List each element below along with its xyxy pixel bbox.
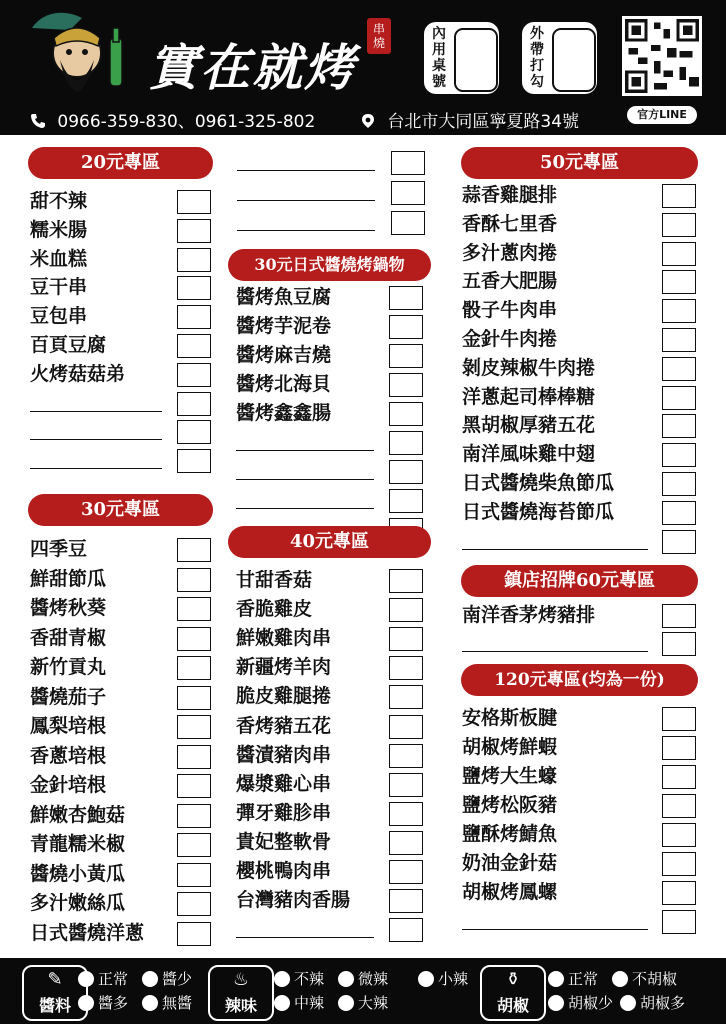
option-label: 不胡椒 — [632, 970, 678, 988]
sauce-option-label: ✎ 醬料 — [22, 965, 88, 1021]
quantity-box[interactable] — [389, 831, 423, 855]
quantity-box[interactable] — [662, 299, 696, 323]
menu-item: 醬烤北海貝 — [236, 373, 332, 395]
menu-item: 金針牛肉捲 — [462, 328, 558, 350]
pepper-option-1[interactable] — [612, 969, 677, 989]
sauce-option-1[interactable] — [142, 969, 192, 989]
radio-dot[interactable] — [338, 995, 354, 1011]
quantity-box[interactable] — [391, 181, 425, 205]
quantity-box[interactable] — [662, 530, 696, 554]
menu-item: 香酥七里香 — [462, 212, 558, 235]
menu-item: 多汁蔥肉捲 — [462, 241, 558, 264]
phone-contact — [30, 107, 315, 132]
custom-item-line[interactable] — [237, 200, 375, 201]
option-label: 正常 — [98, 970, 129, 988]
radio-dot[interactable] — [78, 995, 94, 1011]
radio-dot[interactable] — [620, 995, 636, 1011]
menu-item: 金針培根 — [30, 774, 107, 796]
radio-dot[interactable] — [548, 995, 564, 1011]
menu-item: 四季豆 — [30, 538, 88, 560]
radio-dot[interactable] — [142, 971, 158, 987]
menu-item: 醬烤麻吉燒 — [236, 344, 332, 366]
phone-numbers: 0966-359-830、0961-325-802 — [57, 112, 316, 132]
custom-item-line[interactable] — [462, 651, 648, 652]
custom-item-line[interactable] — [30, 411, 162, 412]
option-label: 小辣 — [438, 970, 469, 988]
option-label: 不辣 — [294, 970, 325, 988]
quantity-box[interactable] — [389, 918, 423, 942]
menu-item: 甘甜香菇 — [236, 569, 313, 591]
menu-item: 甜不辣 — [30, 190, 88, 212]
skewer-tag: 串燒 — [367, 18, 391, 54]
line-official-badge[interactable]: 官方LINE — [627, 106, 697, 124]
quantity-box[interactable] — [389, 685, 423, 709]
quantity-box[interactable] — [177, 190, 211, 214]
quantity-box[interactable] — [389, 315, 423, 339]
menu-item: 醬烤芋泥卷 — [236, 315, 332, 337]
menu-item: 鹽酥烤鯖魚 — [462, 823, 558, 845]
takeout-label: 外帶打勾 — [530, 26, 544, 90]
quantity-box[interactable] — [177, 833, 211, 857]
menu-item: 多汁嫩絲瓜 — [30, 892, 126, 914]
menu-item: 醬烤魚豆腐 — [236, 286, 332, 308]
quantity-box[interactable] — [662, 328, 696, 352]
section-title-s20: 20元專區 — [28, 147, 213, 179]
custom-item-line[interactable] — [237, 230, 375, 231]
menu-item: 脆皮雞腿捲 — [236, 685, 332, 708]
radio-dot[interactable] — [78, 971, 94, 987]
quantity-box[interactable] — [389, 373, 423, 397]
menu-item: 爆漿雞心串 — [236, 772, 332, 795]
spice-option-4[interactable] — [338, 993, 388, 1013]
quantity-box[interactable] — [389, 286, 423, 310]
quantity-box[interactable] — [177, 892, 211, 916]
radio-dot[interactable] — [612, 971, 628, 987]
quantity-box[interactable] — [389, 802, 423, 826]
quantity-box[interactable] — [177, 449, 211, 473]
quantity-box[interactable] — [662, 604, 696, 628]
quantity-box[interactable] — [177, 597, 211, 621]
quantity-box[interactable] — [177, 804, 211, 828]
menu-item: 南洋香茅烤豬排 — [462, 604, 596, 626]
menu-item: 安格斯板腱 — [462, 707, 558, 729]
pepper-option-2[interactable] — [548, 993, 613, 1013]
menu-item: 櫻桃鴨肉串 — [236, 860, 332, 882]
radio-dot[interactable] — [418, 971, 434, 987]
quantity-box[interactable] — [389, 889, 423, 913]
spice-option-3[interactable] — [274, 993, 324, 1013]
quantity-box[interactable] — [177, 248, 211, 272]
menu-item: 醬燒茄子 — [30, 685, 107, 708]
menu-item: 香甜青椒 — [30, 626, 107, 649]
takeout-box — [522, 22, 597, 94]
quantity-box[interactable] — [662, 357, 696, 381]
quantity-box[interactable] — [662, 823, 696, 847]
option-label: 醬少 — [162, 970, 193, 988]
custom-item-line[interactable] — [30, 439, 162, 440]
custom-item-line[interactable] — [236, 479, 374, 480]
menu-item: 醬烤秋葵 — [30, 597, 107, 619]
menu-item: 五香大肥腸 — [462, 270, 558, 293]
quantity-box[interactable] — [389, 344, 423, 368]
menu-item: 胡椒烤鳳螺 — [462, 881, 558, 903]
pepper-option-0[interactable] — [548, 969, 598, 989]
qr-code[interactable] — [622, 16, 702, 96]
menu-item: 豆干串 — [30, 276, 88, 299]
custom-item-line[interactable] — [236, 450, 374, 451]
dine-in-table-box — [424, 22, 499, 94]
quantity-box[interactable] — [177, 276, 211, 300]
section-title-s120: 120元專區(均為一份) — [461, 664, 698, 696]
menu-item: 醬烤鑫鑫腸 — [236, 402, 332, 424]
sauce-option-2[interactable] — [78, 993, 128, 1013]
section-title-s30j: 30元日式醬燒烤鍋物 — [228, 249, 431, 281]
quantity-box[interactable] — [391, 151, 425, 175]
pepper-option-3[interactable] — [620, 993, 685, 1013]
menu-item: 胡椒烤鮮蝦 — [462, 736, 558, 758]
quantity-box[interactable] — [389, 598, 423, 622]
quantity-box[interactable] — [389, 431, 423, 455]
menu-item: 日式醬燒海苔節瓜 — [462, 500, 615, 523]
quantity-box[interactable] — [662, 765, 696, 789]
quantity-box[interactable] — [662, 707, 696, 731]
menu-item: 骰子牛肉串 — [462, 299, 558, 322]
quantity-box[interactable] — [389, 460, 423, 484]
quantity-box[interactable] — [177, 922, 211, 946]
menu-item: 香烤豬五花 — [236, 714, 332, 737]
pepper-option-label: ⚱ 胡椒 — [480, 965, 546, 1021]
option-label: 胡椒多 — [640, 994, 686, 1012]
quantity-box[interactable] — [662, 184, 696, 208]
section-title-s50: 50元專區 — [461, 147, 698, 179]
menu-item: 剝皮辣椒牛肉捲 — [462, 356, 596, 379]
quantity-box[interactable] — [177, 745, 211, 769]
menu-item: 香脆雞皮 — [236, 598, 313, 621]
quantity-box[interactable] — [662, 443, 696, 467]
quantity-box[interactable] — [389, 715, 423, 739]
radio-dot[interactable] — [274, 971, 290, 987]
quantity-box[interactable] — [662, 852, 696, 876]
quantity-box[interactable] — [389, 656, 423, 680]
chili-icon: ♨ — [232, 969, 250, 990]
option-label: 正常 — [568, 970, 599, 988]
option-label: 中辣 — [294, 994, 325, 1012]
address-contact — [360, 107, 579, 132]
section-title-s40: 40元專區 — [228, 526, 431, 558]
quantity-box[interactable] — [177, 334, 211, 358]
menu-item: 洋蔥起司棒棒糖 — [462, 385, 596, 408]
quantity-box[interactable] — [662, 472, 696, 496]
section-title-s60: 鎮店招牌60元專區 — [461, 565, 698, 597]
menu-item: 百頁豆腐 — [30, 334, 107, 356]
radio-dot[interactable] — [548, 971, 564, 987]
menu-item: 青龍糯米椒 — [30, 833, 126, 855]
option-label: 無醬 — [162, 994, 193, 1012]
menu-item: 新疆烤羊肉 — [236, 656, 332, 679]
menu-item: 奶油金針菇 — [462, 852, 558, 874]
menu-item: 台灣豬肉香腸 — [236, 889, 351, 912]
takeout-checkbox[interactable] — [552, 28, 596, 92]
quantity-box[interactable] — [662, 213, 696, 237]
menu-item: 蒜香雞腿排 — [462, 184, 558, 206]
quantity-box[interactable] — [662, 632, 696, 656]
quantity-box[interactable] — [662, 501, 696, 525]
guan-gong-logo-icon — [22, 8, 142, 103]
option-label: 醬多 — [98, 994, 129, 1012]
menu-item: 貴妃整軟骨 — [236, 830, 332, 853]
menu-item: 彈牙雞胗串 — [236, 801, 332, 824]
brush-icon: ✎ — [47, 969, 63, 990]
spice-option-0[interactable] — [274, 969, 324, 989]
quantity-box[interactable] — [389, 489, 423, 513]
quantity-box[interactable] — [177, 538, 211, 562]
radio-dot[interactable] — [338, 971, 354, 987]
custom-item-line[interactable] — [237, 170, 375, 171]
custom-item-line[interactable] — [30, 468, 162, 469]
quantity-box[interactable] — [389, 860, 423, 884]
menu-item: 黑胡椒厚豬五花 — [462, 414, 596, 437]
spice-option-label: ♨ 辣味 — [208, 965, 274, 1021]
menu-item: 鳳梨培根 — [30, 715, 107, 737]
menu-item: 豆包串 — [30, 305, 88, 328]
menu-item: 鮮甜節瓜 — [30, 567, 107, 590]
quantity-box[interactable] — [662, 414, 696, 438]
quantity-box[interactable] — [177, 863, 211, 887]
option-label: 胡椒少 — [568, 994, 614, 1012]
quantity-box[interactable] — [177, 219, 211, 243]
spice-option-1[interactable] — [338, 969, 388, 989]
quantity-box[interactable] — [662, 910, 696, 934]
section-title-s30: 30元專區 — [28, 494, 213, 526]
location-icon — [360, 113, 376, 129]
quantity-box[interactable] — [177, 420, 211, 444]
order-options-footer — [0, 958, 726, 1024]
menu-item: 鹽烤松阪豬 — [462, 794, 558, 816]
quantity-box[interactable] — [177, 656, 211, 680]
option-label: 微辣 — [358, 970, 389, 988]
custom-item-line[interactable] — [236, 508, 374, 509]
menu-item: 鹽烤大生蠔 — [462, 765, 558, 787]
custom-item-line[interactable] — [462, 929, 648, 930]
quantity-box[interactable] — [177, 392, 211, 416]
menu-item: 糯米腸 — [30, 218, 88, 241]
menu-item: 南洋風味雞中翅 — [462, 443, 596, 466]
spice-option-2[interactable] — [418, 969, 468, 989]
quantity-box[interactable] — [177, 568, 211, 592]
address-text: 台北市大同區寧夏路34號 — [387, 112, 580, 132]
quantity-box[interactable] — [177, 686, 211, 710]
quantity-box[interactable] — [389, 744, 423, 768]
quantity-box[interactable] — [177, 715, 211, 739]
pepper-shaker-icon: ⚱ — [505, 969, 521, 990]
menu-item: 新竹貢丸 — [30, 656, 107, 678]
table-number-field[interactable] — [454, 28, 498, 92]
sauce-option-3[interactable] — [142, 993, 192, 1013]
quantity-box[interactable] — [662, 736, 696, 760]
quantity-box[interactable] — [177, 305, 211, 329]
menu-item: 醬燒小黃瓜 — [30, 862, 126, 885]
quantity-box[interactable] — [177, 774, 211, 798]
sauce-option-0[interactable] — [78, 969, 128, 989]
menu-item: 香蔥培根 — [30, 744, 107, 767]
quantity-box[interactable] — [662, 270, 696, 294]
quantity-box[interactable] — [389, 402, 423, 426]
quantity-box[interactable] — [662, 386, 696, 410]
quantity-box[interactable] — [389, 569, 423, 593]
quantity-box[interactable] — [662, 242, 696, 266]
radio-dot[interactable] — [142, 995, 158, 1011]
quantity-box[interactable] — [177, 363, 211, 387]
menu-item: 鮮嫩雞肉串 — [236, 627, 332, 650]
quantity-box[interactable] — [177, 627, 211, 651]
header — [0, 0, 726, 135]
custom-item-line[interactable] — [236, 937, 374, 938]
menu-item: 日式醬燒洋蔥 — [30, 921, 145, 944]
menu-item: 醬漬豬肉串 — [236, 743, 332, 766]
quantity-box[interactable] — [389, 627, 423, 651]
shop-title: 實在就烤 — [148, 38, 356, 97]
dine-in-label: 內用桌號 — [432, 26, 446, 90]
menu-item: 鮮嫩杏鮑菇 — [30, 803, 126, 826]
radio-dot[interactable] — [274, 995, 290, 1011]
custom-item-line[interactable] — [462, 549, 648, 550]
menu-item: 米血糕 — [30, 247, 88, 270]
quantity-box[interactable] — [662, 794, 696, 818]
option-label: 大辣 — [358, 994, 389, 1012]
quantity-box[interactable] — [391, 211, 425, 235]
menu-item: 日式醬燒柴魚節瓜 — [462, 472, 615, 494]
quantity-box[interactable] — [389, 773, 423, 797]
menu-item: 火烤菇菇弟 — [30, 362, 126, 385]
phone-icon — [30, 113, 46, 129]
quantity-box[interactable] — [662, 881, 696, 905]
